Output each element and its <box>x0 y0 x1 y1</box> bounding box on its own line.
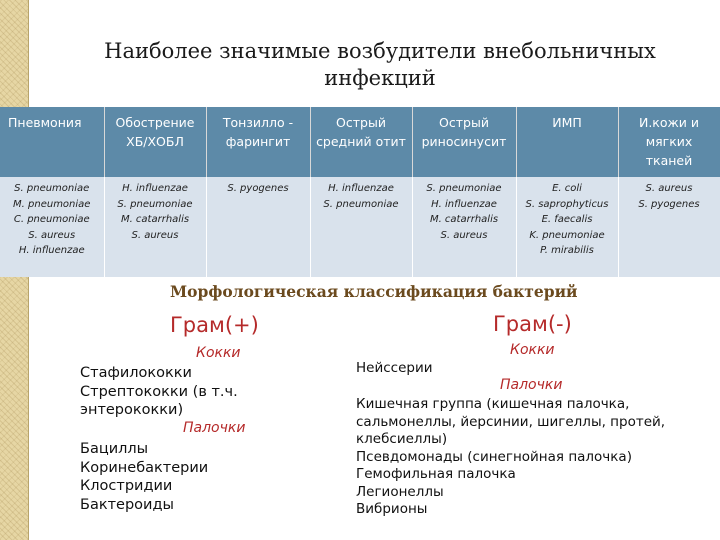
list-item: Бактероиды <box>80 496 174 513</box>
pathogen-item: M. catarrhalis <box>120 214 190 225</box>
list-item: Стафилококки <box>80 365 192 381</box>
pathogen-item: S. aureus <box>645 183 693 194</box>
header-otitis: Острый средний отит <box>310 107 412 177</box>
pathogen-item: C. pneumoniae <box>13 214 90 225</box>
list-item: Нейссерии <box>356 360 433 376</box>
header-rhinosinusitis: Острый риносинусит <box>412 107 516 177</box>
slide-title: Наиболее значимые возбудители внебольничных инфекций <box>104 39 656 90</box>
table-row <box>0 177 720 277</box>
pathogen-item: S. pneumoniae <box>117 198 193 210</box>
morphology-title: Морфологическая классификация бактерий <box>170 282 578 301</box>
pathogen-item: S. pneumoniae <box>426 183 502 194</box>
pathogen-item: E. coli <box>552 183 582 194</box>
pathogen-item: H. influenzae <box>18 245 85 256</box>
list-item: Вибрионы <box>356 501 428 517</box>
gram-negative-title: Грам(-) <box>493 312 572 336</box>
list-item: Клостридии <box>80 478 173 494</box>
list-item: энтерококки) <box>80 402 184 418</box>
pathogen-item: H. influenzae <box>431 198 497 210</box>
list-item: Бациллы <box>80 441 149 457</box>
header-copd-exacerbation: Обострение ХБ/ХОБЛ <box>104 107 206 177</box>
cell-skin-infections <box>618 177 720 277</box>
list-item: Коринебактерии <box>80 459 209 476</box>
list-item: Кишечная группа (кишечная палочка, <box>356 396 630 412</box>
header-tonsillopharyngitis: Тонзилло - фарингит <box>206 107 310 177</box>
header-uti: ИМП <box>516 107 618 177</box>
gram-negative-rods-label: Палочки <box>500 377 563 393</box>
pathogen-item: S. pyogenes <box>227 183 289 194</box>
cell-otitis <box>310 177 412 277</box>
gram-positive-cocci-list <box>80 364 238 420</box>
gram-positive-cocci-label: Кокки <box>196 345 241 361</box>
list-item: сальмонеллы, йерсинии, шигеллы, протей, <box>356 413 666 430</box>
list-item: Гемофильная палочка <box>356 466 516 482</box>
pathogen-item: P. mirabilis <box>540 245 594 256</box>
pathogen-item: S. pneumoniae <box>323 198 399 210</box>
list-item: Легионеллы <box>356 483 444 500</box>
list-item: Псевдомонады (синегнойная палочка) <box>356 448 632 465</box>
gram-negative-cocci-list <box>356 360 433 378</box>
gram-positive-rods-list <box>80 440 208 514</box>
cell-tonsillopharyngitis <box>206 177 310 277</box>
pathogens-table <box>0 107 720 277</box>
cell-pneumonia <box>0 177 104 277</box>
gram-negative-cocci-label: Кокки <box>510 342 555 358</box>
pathogen-item: K. pneumoniae <box>529 229 605 241</box>
pathogen-item: S. pneumoniae <box>14 183 90 194</box>
pathogen-item: S. pyogenes <box>638 198 700 210</box>
pathogen-item: H. influenzae <box>328 183 394 194</box>
header-skin-infections: И.кожи и мягких тканей <box>618 107 720 177</box>
list-item: клебсиеллы) <box>356 431 448 447</box>
pathogen-item: E. faecalis <box>541 214 593 225</box>
pathogen-item: S. aureus <box>28 229 76 241</box>
pathogen-item: H. influenzae <box>122 183 188 194</box>
pathogen-item: S. aureus <box>440 229 488 241</box>
gram-negative-rods-list <box>356 396 665 519</box>
pathogen-item: M. pneumoniae <box>13 198 91 210</box>
cell-rhinosinusitis <box>412 177 516 277</box>
list-item: Стрептококки (в т.ч. <box>80 383 238 400</box>
gram-positive-title: Грам(+) <box>170 313 259 337</box>
header-pneumonia: Пневмония <box>0 107 104 177</box>
pathogen-item: S. aureus <box>131 229 179 241</box>
table-header-row <box>0 107 720 177</box>
pathogen-item: S. saprophyticus <box>525 198 609 210</box>
cell-copd <box>104 177 206 277</box>
cell-uti <box>516 177 618 277</box>
pathogen-item: M. catarrhalis <box>429 214 499 225</box>
gram-positive-rods-label: Палочки <box>183 420 246 436</box>
